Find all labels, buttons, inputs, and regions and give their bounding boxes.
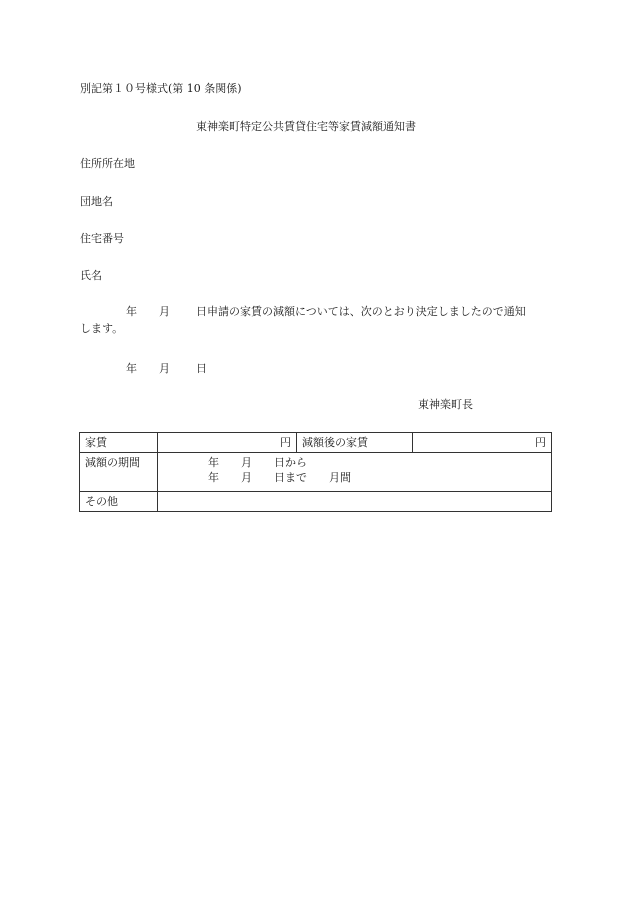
body-month: 月 bbox=[159, 305, 170, 318]
period-from-month: 月 bbox=[241, 456, 252, 469]
unit-number-label: 住宅番号 bbox=[80, 232, 124, 245]
table-row-rent bbox=[80, 433, 552, 453]
body-year: 年 bbox=[126, 305, 137, 318]
form-reference: 別記第１０号様式(第 10 条関係) bbox=[80, 82, 242, 95]
rent-value-cell bbox=[158, 433, 297, 453]
rent-unit: 円 bbox=[280, 436, 291, 449]
issuer-name: 東神楽町長 bbox=[418, 398, 473, 411]
other-label: その他 bbox=[80, 492, 158, 512]
period-label: 減額の期間 bbox=[80, 453, 158, 492]
period-from-day: 日から bbox=[274, 456, 307, 469]
period-to-year: 年 bbox=[208, 471, 219, 484]
notice-date bbox=[126, 362, 207, 376]
reduced-rent-label: 減額後の家賃 bbox=[297, 433, 413, 453]
notice-body bbox=[80, 305, 552, 339]
table-row-other bbox=[80, 492, 552, 512]
notice-body-line-1 bbox=[80, 305, 552, 322]
period-from-year: 年 bbox=[208, 456, 219, 469]
period-months: 月間 bbox=[329, 471, 351, 484]
reduced-rent-unit: 円 bbox=[535, 436, 546, 449]
reduction-details-table bbox=[79, 432, 552, 512]
address-label: 住所所在地 bbox=[80, 157, 135, 170]
date-month: 月 bbox=[159, 362, 170, 375]
period-value-cell bbox=[158, 453, 552, 492]
date-day: 日 bbox=[196, 362, 207, 375]
rent-label: 家賃 bbox=[80, 433, 158, 453]
period-to-day: 日まで bbox=[274, 471, 307, 484]
period-to bbox=[208, 470, 546, 485]
body-text-1: 日申請の家賃の減額については、次のとおり決定しましたので通知 bbox=[196, 305, 526, 318]
complex-name-label: 団地名 bbox=[80, 195, 113, 208]
period-from bbox=[208, 455, 546, 470]
period-to-month: 月 bbox=[241, 471, 252, 484]
reduced-rent-value-cell bbox=[413, 433, 552, 453]
other-value-cell bbox=[158, 492, 552, 512]
notice-body-line-2: します。 bbox=[80, 322, 124, 335]
table-row-period bbox=[80, 453, 552, 492]
name-label: 氏名 bbox=[80, 269, 102, 282]
date-year: 年 bbox=[126, 362, 137, 375]
document-title: 東神楽町特定公共賃貸住宅等家賃減額通知書 bbox=[196, 120, 416, 133]
